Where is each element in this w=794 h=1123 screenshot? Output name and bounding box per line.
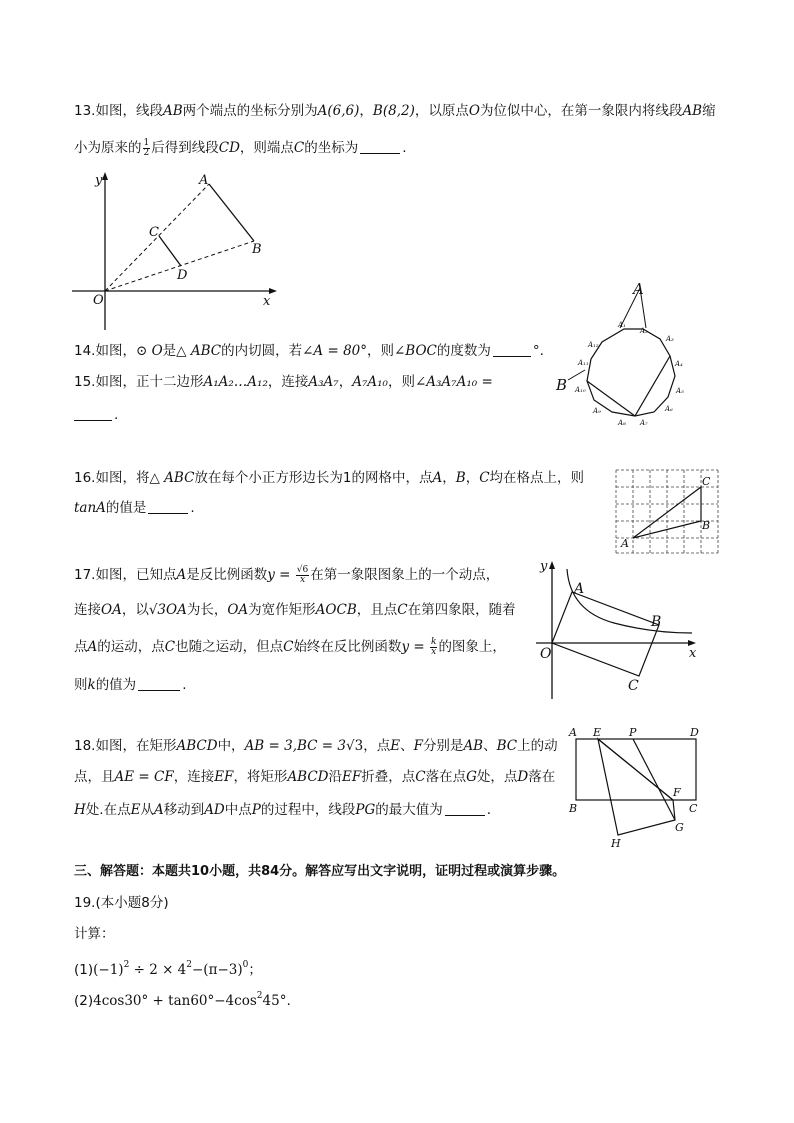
q18-line3: H处.在点E从A移动到AD中点P的过程中，线段PG的最大值为 . [74,802,492,818]
label-C: C [702,475,711,488]
dodecagon [587,329,675,416]
q17-line1: 17.如图，已知点A是反比例函数y = $\frac{√6}{x}$ 在第一象限图象上的一个动点， [74,564,500,585]
q17-line3: 点A的运动，点C也随之运动，但点C始终在反比例函数y = $\frac{k}{x}$ 的图象上， [74,636,506,657]
label-A10: A₁₀ [575,386,586,394]
answer-blank[interactable] [138,676,180,691]
q15-line1: 15.如图，正十二边形A₁A₂…A₁₂，连接A₃A₇，A₇A₁₀，则∠A₃A₇A₁₀ = [74,374,493,390]
label-A: A [199,173,209,188]
label-A8: A₈ [618,419,626,427]
label-A2: A₂ [640,327,648,335]
label-A: A [569,726,577,739]
q16-line2: tanA的值是 . [74,500,195,516]
figure-13 [68,170,283,332]
label-E: E [593,726,602,739]
label-B: B [702,519,711,532]
folded-part-EFGH [598,739,675,835]
label-O: O [93,293,104,308]
label-x: x [263,294,271,309]
label-A: A [574,581,585,597]
label-A9: A₉ [593,407,601,415]
label-B: B [556,376,568,394]
section-heading: 三、解答题：本题共10小题，共84分。解答应写出文字说明，证明过程或演算步骤。 [74,864,566,879]
label-A: A [621,537,629,550]
segment-PG [633,739,675,820]
segment-AB [209,184,254,241]
q15-line2: . [74,405,118,425]
label-A1: A₁ [618,321,626,329]
answer-blank[interactable] [148,499,188,514]
segment-CD [159,236,181,266]
figure-14-15 [548,280,698,430]
hyperbola-curve [567,569,692,633]
y-axis-arrow-icon [102,172,108,180]
figure-18 [563,720,708,850]
tri-side-B [568,370,585,380]
q19-part1: $(1)(-1)^2 \div 2 \times 4^2-(\pi-3)^0$； [74,960,262,978]
y-axis-arrow-icon [549,561,555,569]
q19-title: 19.(本小题8分) [74,895,169,911]
q19-intro: 计算： [74,926,115,942]
label-D: D [177,268,188,283]
q16-line1: 16.如图，将△ ABC放在每个小正方形边长为1的网格中，点A，B，C均在格点上，则 [74,470,585,486]
answer-blank[interactable] [445,801,485,816]
label-A: A [633,280,644,298]
label-A6: A₆ [665,405,673,413]
label-D: D [690,726,699,739]
label-F: F [673,786,681,799]
label-B: B [651,614,662,630]
answer-blank[interactable] [74,406,112,421]
label-A11: A₁₁ [578,359,589,367]
label-A5: A₅ [676,387,684,395]
label-H: H [611,837,621,850]
label-y: y [95,173,103,188]
q13-line2: 小为原来的 $\frac{1}{2}$ 后得到线段CD，则端点C的坐标为 . [74,137,407,158]
q14-line: 14.如图，⊙ O是△ ABC的内切圆，若∠A = 80°，则∠BOC的度数为 °. [74,343,544,359]
label-C: C [628,678,639,694]
q17-line4: 则k的值为 . [74,677,187,693]
q18-line2: 点，且AE = CF，连接EF，将矩形ABCD沿EF折叠，点C落在点G处，点D落在 [74,769,556,785]
q17-line2: 连接OA，以√3OA为长，OA为宽作矩形AOCB，且点C在第四象限，随着 [74,602,516,618]
label-C: C [149,225,159,240]
figure-16 [613,467,723,555]
q18-line1: 18.如图，在矩形ABCD中，AB = 3,BC = 3√3，点E、F分别是AB、BC上的动 [74,738,558,754]
label-B: B [252,242,262,257]
q19-part2: $(2)4\cos 30^\circ + \tan 60^\circ-4\cos^245^\circ$. [74,991,291,1009]
label-A3: A₃ [666,335,674,343]
label-y: y [540,559,548,574]
label-B: B [569,802,578,815]
label-O: O [540,646,552,662]
label-A7: A₇ [640,419,648,427]
label-x: x [689,646,697,661]
label-A12: A₁₂ [588,341,599,349]
label-G: G [675,821,684,834]
figure-17 [532,555,704,703]
rectangle-AOCB [552,592,662,676]
answer-blank[interactable] [493,342,531,357]
answer-blank[interactable] [360,139,400,154]
dashed-OB [105,241,254,291]
label-A4: A₄ [675,360,683,368]
q13-line1: 13.如图，线段AB两个端点的坐标分别为A(6,6)，B(8,2)，以原点O为位似中心，在第一象限内将线段AB缩 [74,103,716,119]
label-C: C [689,802,698,815]
fraction-one-half: $\frac{1}{2}$ [143,137,150,158]
label-P: P [629,726,637,739]
